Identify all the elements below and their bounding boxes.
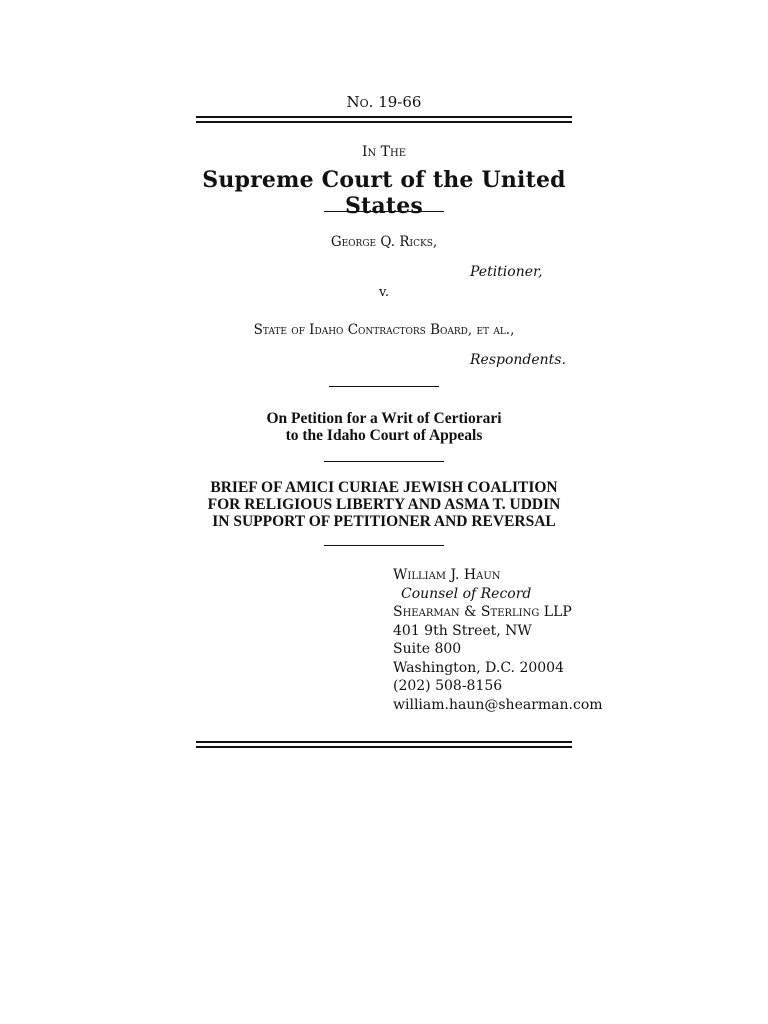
court-name: Supreme Court of the United States — [202, 167, 566, 219]
divider-rule — [329, 386, 439, 387]
respondent-role: Respondents. — [470, 352, 566, 368]
petitioner-name: George Q. Ricks, — [330, 234, 438, 250]
counsel-block — [393, 566, 603, 714]
brief-line: IN SUPPORT OF PETITIONER AND REVERSAL — [212, 513, 556, 530]
petition-line: On Petition for a Writ of Certiorari — [266, 410, 502, 427]
counsel-name: William J. Haun — [393, 567, 501, 583]
petition-text — [196, 410, 572, 444]
docket-number: No. 19-66 — [346, 93, 422, 111]
counsel-role: Counsel of Record — [401, 585, 532, 602]
brief-line: FOR RELIGIOUS LIBERTY AND ASMA T. UDDIN — [207, 496, 561, 513]
brief-line: BRIEF OF AMICI CURIAE JEWISH COALITION — [210, 479, 558, 496]
bottom-double-rule — [196, 741, 572, 748]
brief-title — [190, 479, 578, 530]
divider-rule — [324, 461, 444, 462]
suite: Suite 800 — [393, 641, 462, 657]
petition-line: to the Idaho Court of Appeals — [285, 427, 483, 444]
top-double-rule — [196, 116, 572, 123]
email-address: william.haun@shearman.com — [393, 696, 603, 713]
city-state-zip: Washington, D.C. 20004 — [393, 659, 564, 676]
law-firm: Shearman & Sterling LLP — [393, 604, 572, 620]
divider-rule — [324, 545, 444, 546]
respondent-name: State of Idaho Contractors Board, et al., — [253, 322, 515, 338]
divider-rule — [324, 211, 444, 212]
phone-number: (202) 508-8156 — [393, 678, 503, 694]
petitioner-role: Petitioner, — [470, 264, 543, 280]
street-address: 401 9th Street, NW — [393, 622, 532, 639]
versus: v. — [379, 285, 389, 300]
court-prefix: In The — [361, 144, 407, 160]
